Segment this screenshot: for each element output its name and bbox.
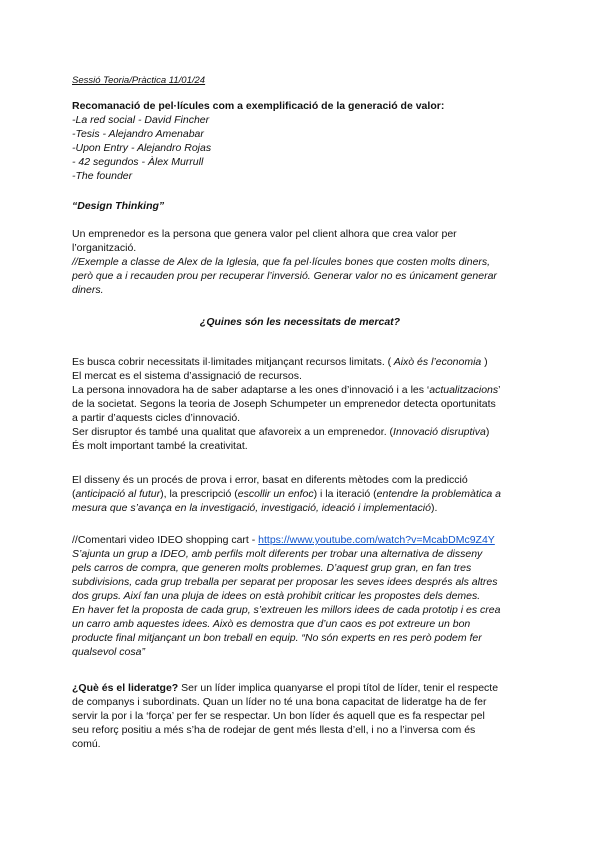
paragraph-line: de la societat. Segons la teoria de Joseph Schumpeter un emprenedor detecta oportunitats bbox=[72, 398, 496, 410]
paragraph-line: un carro amb aquestes idees. Això es demostra que d’un caos es pot extreure un bon bbox=[72, 618, 471, 630]
paragraph-line: La persona innovadora ha de saber adaptarse a les ones d’innovació i a les ‘actualitzacions’ bbox=[72, 384, 501, 396]
paragraph-line: comú. bbox=[72, 738, 101, 750]
paragraph-line: servir la por i la ‘força’ per fer se respectar. Un bon líder és aquell que es fa respectar pel bbox=[72, 710, 485, 722]
design-thinking-title: “Design Thinking” bbox=[72, 200, 165, 212]
ideo-comment-line: //Comentari video IDEO shopping cart - https://www.youtube.com/watch?v=McabDMc9Z4Y bbox=[72, 534, 495, 546]
paragraph-line: seu reforç positiu a més s’ha de rodejar de gent més llesta d’ell, i no a l’inversa com és bbox=[72, 724, 476, 736]
paragraph-line: qualsevol cosa” bbox=[72, 646, 145, 658]
paragraph-line: l’organització. bbox=[72, 242, 137, 254]
youtube-link[interactable]: https://www.youtube.com/watch?v=McabDMc9Z4Y bbox=[258, 534, 495, 546]
paragraph-line: Un emprenedor es la persona que genera valor pel client alhora que crea valor per bbox=[72, 228, 457, 240]
leadership-question: ¿Què és el lideratge? bbox=[72, 682, 179, 694]
paragraph-line: dos grups. Així fan una pluja de idees on està prohibit criticar les propostes dels demes. bbox=[72, 590, 481, 602]
films-heading: Recomanació de pel·lícules com a exemplificació de la generació de valor: bbox=[72, 100, 445, 112]
paragraph-line: pels carros de compra, que generen molts problemes. D’aquest grup gran, en fan tres bbox=[72, 562, 472, 574]
paragraph-line: Es busca cobrir necessitats il·limitades mitjançant recursos limitats. ( Això és l’economia ) bbox=[72, 356, 488, 368]
film-item: -Upon Entry - Alejandro Rojas bbox=[72, 142, 212, 154]
paragraph-line: de companys i subordinats. Quan un líder no té una bona capacitat de lideratge ha de fer bbox=[72, 696, 487, 708]
paragraph-line: //Exemple a classe de Alex de la Iglesia, que fa pel·lícules bones que costen molts diners, bbox=[72, 256, 491, 268]
paragraph-line: subdivisions, cada grup treballa per separat per proposar les seves idees després als altres bbox=[72, 576, 498, 588]
film-item: -The founder bbox=[72, 170, 133, 182]
market-heading: ¿Quines són les necessitats de mercat? bbox=[199, 316, 401, 328]
paragraph-line: mesura que s’avança en la investigació, investigació, ideació i implementació). bbox=[72, 502, 438, 514]
paragraph-line: però que a i recauden prou per recuperar l’inversió. Generar valor no es únicament generar bbox=[72, 270, 497, 282]
paragraph-line: En haver fet la proposta de cada grup, s’extreuen les millors idees de cada prototip i es crea bbox=[72, 604, 501, 616]
paragraph-line: (anticipació al futur), la prescripció (escollir un enfoc) i la iteració (entendre la problemàtica a bbox=[72, 488, 501, 500]
paragraph-line: S’ajunta un grup a IDEO, amb perfils molt diferents per trobar una alternativa de disseny bbox=[72, 548, 483, 560]
paragraph-line: diners. bbox=[72, 284, 104, 296]
film-item: - 42 segundos - Àlex Murrull bbox=[72, 156, 204, 168]
paragraph-line: Ser disruptor és també una qualitat que afavoreix a un emprenedor. (Innovació disruptiva) bbox=[72, 426, 490, 438]
film-item: -Tesis - Alejandro Amenabar bbox=[72, 128, 204, 140]
paragraph-line: El mercat es el sistema d’assignació de recursos. bbox=[72, 370, 302, 382]
session-header: Sessió Teoria/Pràctica 11/01/24 bbox=[72, 75, 206, 86]
paragraph-line: producte final mitjançant un bon treball en equip. “No són experts en res però podem fer bbox=[72, 632, 482, 644]
leadership-line: ¿Què és el lideratge? Ser un líder implica quanyarse el propi títol de líder, tenir el respecte bbox=[72, 682, 499, 694]
paragraph-line: El disseny és un procés de prova i error, basat en diferents mètodes com la predicció bbox=[72, 474, 468, 486]
film-item: -La red social - David Fincher bbox=[72, 114, 210, 126]
paragraph-line: a partir d’aquests cicles d’innovació. bbox=[72, 412, 241, 424]
paragraph-line: És molt important també la creativitat. bbox=[72, 440, 248, 452]
